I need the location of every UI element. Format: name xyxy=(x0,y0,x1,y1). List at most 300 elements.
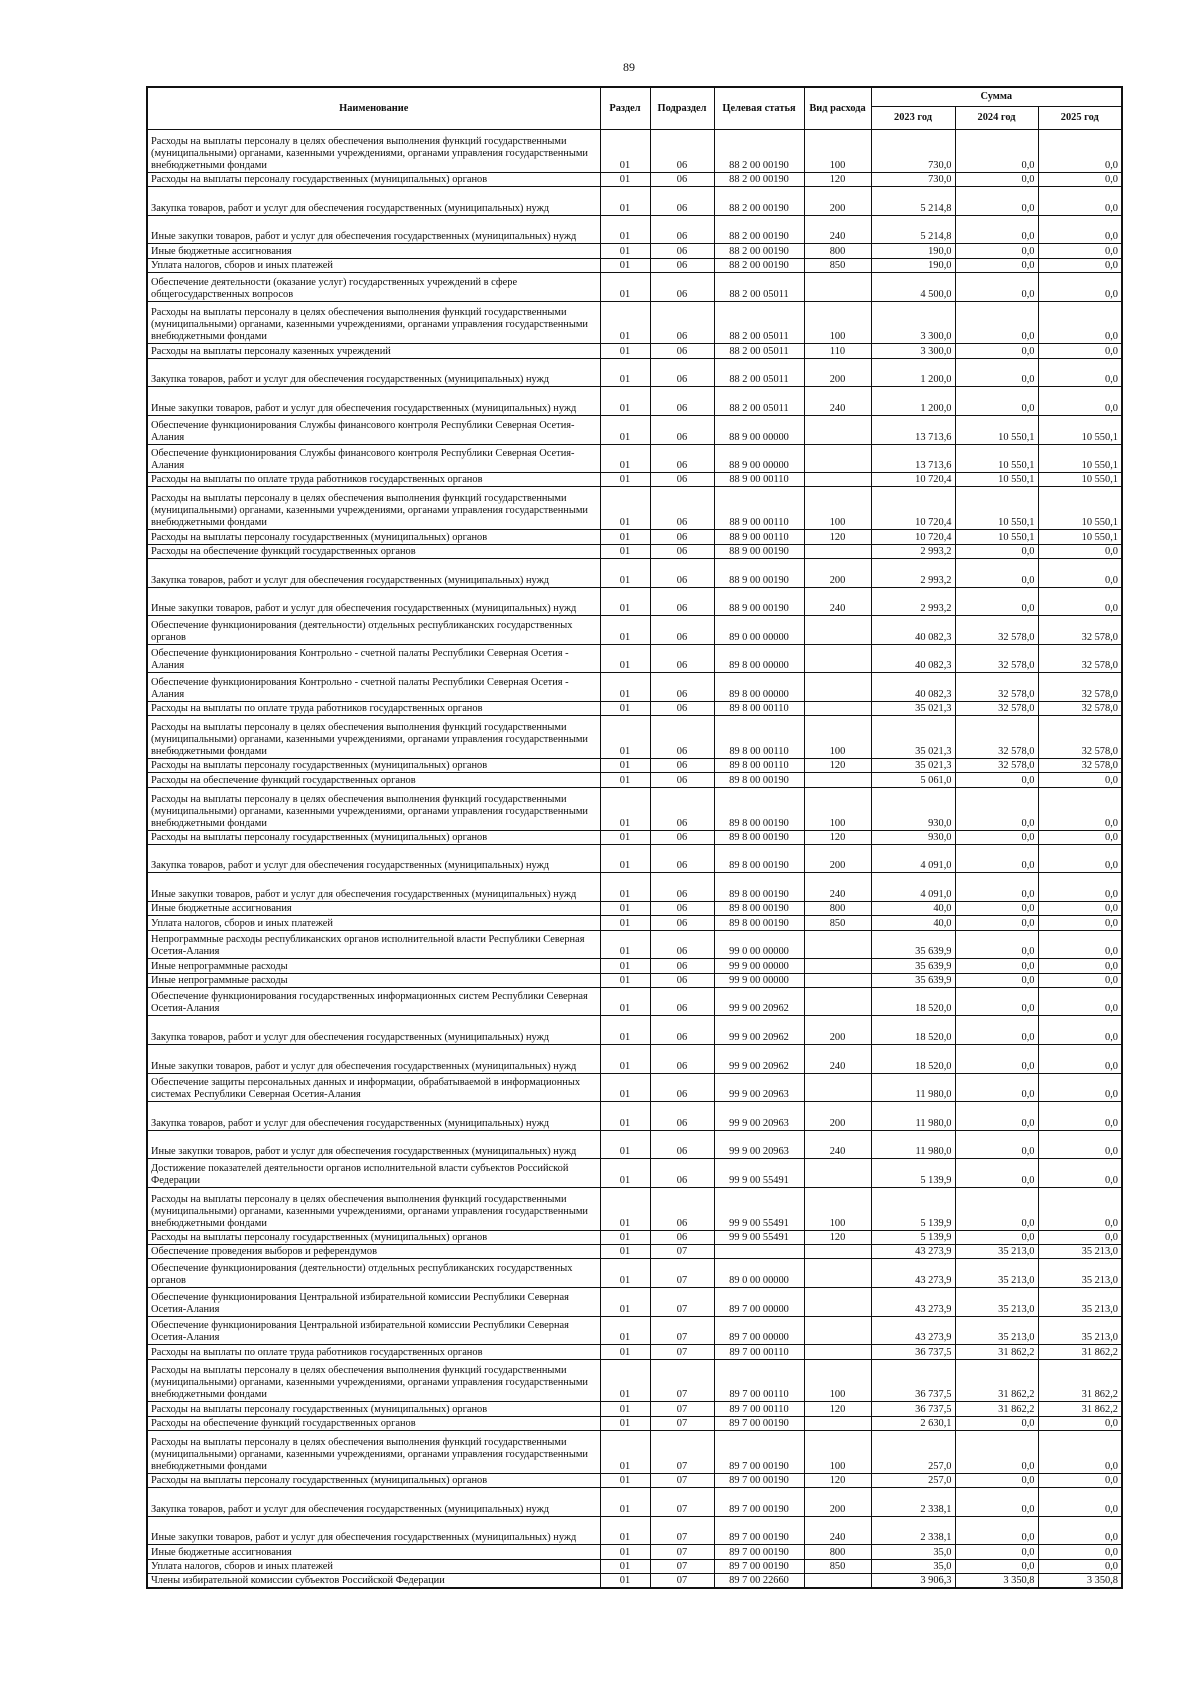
row-target xyxy=(714,1245,804,1259)
row-sum-2025: 31 862,2 xyxy=(1038,1402,1122,1416)
table-row xyxy=(147,616,1122,645)
row-name: Непрограммные расходы республиканских органов исполнительной власти Республики Северная Осетия-Алания xyxy=(147,930,600,959)
row-sum-2024: 32 578,0 xyxy=(955,716,1038,759)
row-sum-2025: 0,0 xyxy=(1038,1016,1122,1045)
row-target: 88 2 00 00190 xyxy=(714,258,804,272)
row-sum-2025: 0,0 xyxy=(1038,272,1122,301)
row-razdel: 01 xyxy=(600,558,650,587)
header-razdel: Раздел xyxy=(600,87,650,130)
row-sum-2023: 257,0 xyxy=(871,1473,955,1487)
row-sum-2023: 5 214,8 xyxy=(871,187,955,216)
row-razdel: 01 xyxy=(600,959,650,973)
row-podrazdel: 06 xyxy=(650,1159,714,1188)
row-name: Расходы на выплаты персоналу государственных (муниципальных) органов xyxy=(147,172,600,186)
row-sum-2024: 32 578,0 xyxy=(955,616,1038,645)
table-row xyxy=(147,1245,1122,1259)
table-row xyxy=(147,787,1122,830)
row-sum-2025: 0,0 xyxy=(1038,1045,1122,1074)
row-sum-2024: 0,0 xyxy=(955,787,1038,830)
row-sum-2025: 0,0 xyxy=(1038,244,1122,258)
row-sum-2023: 40 082,3 xyxy=(871,616,955,645)
row-sum-2025: 0,0 xyxy=(1038,172,1122,186)
row-sum-2023: 730,0 xyxy=(871,130,955,173)
row-target: 88 2 00 05011 xyxy=(714,387,804,416)
row-target: 89 8 00 00000 xyxy=(714,644,804,673)
row-razdel: 01 xyxy=(600,1245,650,1259)
row-razdel: 01 xyxy=(600,272,650,301)
row-sum-2023: 5 139,9 xyxy=(871,1159,955,1188)
row-sum-2024: 0,0 xyxy=(955,773,1038,787)
row-podrazdel: 06 xyxy=(650,387,714,416)
row-target: 99 9 00 55491 xyxy=(714,1187,804,1230)
row-sum-2023: 2 338,1 xyxy=(871,1516,955,1545)
row-sum-2025: 0,0 xyxy=(1038,973,1122,987)
row-sum-2024: 0,0 xyxy=(955,272,1038,301)
table-row xyxy=(147,544,1122,558)
row-vid: 100 xyxy=(804,130,871,173)
row-name: Уплата налогов, сборов и иных платежей xyxy=(147,258,600,272)
row-podrazdel: 06 xyxy=(650,258,714,272)
row-target: 88 9 00 00000 xyxy=(714,444,804,473)
row-razdel: 01 xyxy=(600,873,650,902)
table-row xyxy=(147,916,1122,930)
row-sum-2023: 43 273,9 xyxy=(871,1259,955,1288)
row-sum-2024: 0,0 xyxy=(955,544,1038,558)
row-name: Иные бюджетные ассигнования xyxy=(147,244,600,258)
row-razdel: 01 xyxy=(600,387,650,416)
row-podrazdel: 06 xyxy=(650,644,714,673)
row-sum-2023: 190,0 xyxy=(871,258,955,272)
row-vid: 200 xyxy=(804,1016,871,1045)
row-sum-2023: 5 139,9 xyxy=(871,1230,955,1244)
row-podrazdel: 07 xyxy=(650,1259,714,1288)
row-vid: 850 xyxy=(804,1559,871,1573)
row-vid: 120 xyxy=(804,530,871,544)
row-sum-2024: 0,0 xyxy=(955,1545,1038,1559)
row-target: 99 9 00 20963 xyxy=(714,1102,804,1131)
row-vid xyxy=(804,616,871,645)
row-target: 88 9 00 00190 xyxy=(714,558,804,587)
row-podrazdel: 06 xyxy=(650,1187,714,1230)
row-sum-2025: 0,0 xyxy=(1038,130,1122,173)
row-vid: 240 xyxy=(804,587,871,616)
table-row xyxy=(147,187,1122,216)
row-razdel: 01 xyxy=(600,1416,650,1430)
row-sum-2025: 0,0 xyxy=(1038,1431,1122,1474)
row-sum-2023: 18 520,0 xyxy=(871,1016,955,1045)
row-sum-2024: 0,0 xyxy=(955,830,1038,844)
row-name: Расходы на выплаты по оплате труда работников государственных органов xyxy=(147,701,600,715)
row-vid xyxy=(804,1259,871,1288)
table-row xyxy=(147,272,1122,301)
table-row xyxy=(147,558,1122,587)
row-vid xyxy=(804,1345,871,1359)
row-razdel: 01 xyxy=(600,530,650,544)
row-sum-2025: 0,0 xyxy=(1038,902,1122,916)
row-razdel: 01 xyxy=(600,1230,650,1244)
row-target: 89 8 00 00190 xyxy=(714,787,804,830)
row-vid xyxy=(804,444,871,473)
row-target: 89 7 00 00110 xyxy=(714,1402,804,1416)
table-row xyxy=(147,215,1122,244)
row-vid: 200 xyxy=(804,844,871,873)
table-row xyxy=(147,1259,1122,1288)
table-row xyxy=(147,1102,1122,1131)
row-podrazdel: 06 xyxy=(650,587,714,616)
row-sum-2024: 3 350,8 xyxy=(955,1573,1038,1587)
row-sum-2023: 35,0 xyxy=(871,1545,955,1559)
row-podrazdel: 06 xyxy=(650,215,714,244)
row-razdel: 01 xyxy=(600,716,650,759)
row-sum-2024: 0,0 xyxy=(955,344,1038,358)
row-name: Закупка товаров, работ и услуг для обеспечения государственных (муниципальных) нужд xyxy=(147,358,600,387)
row-vid: 100 xyxy=(804,1359,871,1402)
header-2025: 2025 год xyxy=(1038,107,1122,130)
header-vid: Вид расхода xyxy=(804,87,871,130)
row-sum-2024: 0,0 xyxy=(955,1045,1038,1074)
row-name: Расходы на выплаты персоналу в целях обеспечения выполнения функций государственными (муниципальными) органами, казенными учреждениями, органами управления государственными внебюджетными фондами xyxy=(147,1359,600,1402)
row-podrazdel: 06 xyxy=(650,558,714,587)
row-name: Расходы на обеспечение функций государственных органов xyxy=(147,544,600,558)
row-podrazdel: 06 xyxy=(650,444,714,473)
table-row xyxy=(147,172,1122,186)
row-vid: 110 xyxy=(804,344,871,358)
row-sum-2023: 40,0 xyxy=(871,902,955,916)
row-sum-2024: 35 213,0 xyxy=(955,1259,1038,1288)
table-row xyxy=(147,415,1122,444)
row-sum-2024: 0,0 xyxy=(955,215,1038,244)
row-sum-2025: 32 578,0 xyxy=(1038,716,1122,759)
row-razdel: 01 xyxy=(600,1102,650,1131)
row-sum-2023: 40 082,3 xyxy=(871,644,955,673)
row-target: 88 2 00 05011 xyxy=(714,344,804,358)
table-row xyxy=(147,873,1122,902)
row-target: 89 8 00 00110 xyxy=(714,716,804,759)
table-row xyxy=(147,1073,1122,1102)
row-target: 89 8 00 00190 xyxy=(714,773,804,787)
row-sum-2023: 2 338,1 xyxy=(871,1488,955,1517)
row-sum-2025: 35 213,0 xyxy=(1038,1245,1122,1259)
row-vid: 200 xyxy=(804,1488,871,1517)
row-name: Обеспечение функционирования Контрольно - счетной палаты Республики Северная Осетия - Алания xyxy=(147,673,600,702)
row-vid: 200 xyxy=(804,358,871,387)
row-sum-2024: 0,0 xyxy=(955,1187,1038,1230)
row-razdel: 01 xyxy=(600,444,650,473)
row-podrazdel: 06 xyxy=(650,130,714,173)
row-podrazdel: 06 xyxy=(650,172,714,186)
row-target: 88 2 00 05011 xyxy=(714,301,804,344)
row-sum-2025: 32 578,0 xyxy=(1038,701,1122,715)
row-razdel: 01 xyxy=(600,415,650,444)
table-row xyxy=(147,301,1122,344)
row-sum-2023: 5 214,8 xyxy=(871,215,955,244)
row-sum-2023: 1 200,0 xyxy=(871,387,955,416)
row-sum-2023: 40 082,3 xyxy=(871,673,955,702)
row-razdel: 01 xyxy=(600,787,650,830)
row-sum-2025: 0,0 xyxy=(1038,1130,1122,1159)
row-sum-2024: 0,0 xyxy=(955,1016,1038,1045)
row-sum-2025: 10 550,1 xyxy=(1038,530,1122,544)
row-name: Расходы на выплаты по оплате труда работников государственных органов xyxy=(147,473,600,487)
row-target: 88 9 00 00110 xyxy=(714,473,804,487)
row-target: 89 7 00 00110 xyxy=(714,1359,804,1402)
row-name: Расходы на обеспечение функций государственных органов xyxy=(147,1416,600,1430)
row-name: Расходы на выплаты персоналу в целях обеспечения выполнения функций государственными (муниципальными) органами, казенными учреждениями, органами управления государственными внебюджетными фондами xyxy=(147,301,600,344)
row-podrazdel: 07 xyxy=(650,1559,714,1573)
row-podrazdel: 06 xyxy=(650,272,714,301)
row-podrazdel: 06 xyxy=(650,987,714,1016)
row-target: 89 7 00 00190 xyxy=(714,1473,804,1487)
row-razdel: 01 xyxy=(600,1159,650,1188)
row-sum-2023: 3 300,0 xyxy=(871,344,955,358)
header-name: Наименование xyxy=(147,87,600,130)
row-name: Иные закупки товаров, работ и услуг для обеспечения государственных (муниципальных) нужд xyxy=(147,587,600,616)
row-vid: 100 xyxy=(804,716,871,759)
row-sum-2023: 730,0 xyxy=(871,172,955,186)
row-target: 88 2 00 05011 xyxy=(714,358,804,387)
row-name: Расходы на выплаты по оплате труда работников государственных органов xyxy=(147,1345,600,1359)
row-name: Иные бюджетные ассигнования xyxy=(147,1545,600,1559)
row-sum-2025: 0,0 xyxy=(1038,873,1122,902)
row-sum-2025: 0,0 xyxy=(1038,301,1122,344)
row-podrazdel: 06 xyxy=(650,716,714,759)
row-sum-2025: 0,0 xyxy=(1038,844,1122,873)
row-podrazdel: 06 xyxy=(650,344,714,358)
row-sum-2024: 10 550,1 xyxy=(955,415,1038,444)
row-razdel: 01 xyxy=(600,1559,650,1573)
row-vid: 120 xyxy=(804,1230,871,1244)
row-sum-2024: 35 213,0 xyxy=(955,1245,1038,1259)
row-vid xyxy=(804,272,871,301)
row-target: 89 0 00 00000 xyxy=(714,1259,804,1288)
row-sum-2025: 0,0 xyxy=(1038,215,1122,244)
row-vid xyxy=(804,1316,871,1345)
row-name: Обеспечение функционирования Центральной избирательной комиссии Республики Северная Осетия-Алания xyxy=(147,1288,600,1317)
row-sum-2024: 0,0 xyxy=(955,1559,1038,1573)
row-vid: 240 xyxy=(804,873,871,902)
row-sum-2024: 35 213,0 xyxy=(955,1288,1038,1317)
row-target: 99 9 00 20963 xyxy=(714,1073,804,1102)
row-name: Иные бюджетные ассигнования xyxy=(147,902,600,916)
row-target: 89 7 00 00110 xyxy=(714,1345,804,1359)
row-sum-2025: 0,0 xyxy=(1038,358,1122,387)
row-vid xyxy=(804,473,871,487)
row-sum-2024: 32 578,0 xyxy=(955,673,1038,702)
row-sum-2023: 35 639,9 xyxy=(871,959,955,973)
table-row xyxy=(147,716,1122,759)
row-vid: 240 xyxy=(804,1516,871,1545)
row-name: Расходы на выплаты персоналу в целях обеспечения выполнения функций государственными (муниципальными) органами, казенными учреждениями, органами управления государственными внебюджетными фондами xyxy=(147,487,600,530)
table-row xyxy=(147,1402,1122,1416)
row-target: 89 7 00 00190 xyxy=(714,1416,804,1430)
row-sum-2025: 0,0 xyxy=(1038,544,1122,558)
row-vid xyxy=(804,1288,871,1317)
row-razdel: 01 xyxy=(600,759,650,773)
row-podrazdel: 06 xyxy=(650,873,714,902)
row-vid: 100 xyxy=(804,487,871,530)
row-razdel: 01 xyxy=(600,930,650,959)
row-razdel: 01 xyxy=(600,1516,650,1545)
table-row xyxy=(147,130,1122,173)
row-sum-2025: 0,0 xyxy=(1038,773,1122,787)
row-sum-2023: 190,0 xyxy=(871,244,955,258)
row-podrazdel: 06 xyxy=(650,759,714,773)
table-row xyxy=(147,1016,1122,1045)
row-sum-2025: 32 578,0 xyxy=(1038,759,1122,773)
row-razdel: 01 xyxy=(600,487,650,530)
table-row xyxy=(147,358,1122,387)
row-target: 99 9 00 55491 xyxy=(714,1159,804,1188)
row-razdel: 01 xyxy=(600,830,650,844)
row-podrazdel: 07 xyxy=(650,1416,714,1430)
row-vid: 240 xyxy=(804,1045,871,1074)
row-vid xyxy=(804,544,871,558)
row-podrazdel: 06 xyxy=(650,1073,714,1102)
table-row xyxy=(147,1473,1122,1487)
table-row xyxy=(147,987,1122,1016)
table-row xyxy=(147,1230,1122,1244)
row-name: Иные закупки товаров, работ и услуг для обеспечения государственных (муниципальных) нужд xyxy=(147,387,600,416)
row-sum-2023: 3 906,3 xyxy=(871,1573,955,1587)
row-sum-2024: 31 862,2 xyxy=(955,1345,1038,1359)
row-target: 88 9 00 00190 xyxy=(714,587,804,616)
row-podrazdel: 06 xyxy=(650,701,714,715)
row-name: Обеспечение функционирования Контрольно - счетной палаты Республики Северная Осетия - Алания xyxy=(147,644,600,673)
table-row xyxy=(147,530,1122,544)
row-sum-2023: 4 091,0 xyxy=(871,844,955,873)
row-sum-2025: 0,0 xyxy=(1038,1516,1122,1545)
row-sum-2023: 36 737,5 xyxy=(871,1359,955,1402)
row-sum-2025: 0,0 xyxy=(1038,387,1122,416)
row-name: Иные закупки товаров, работ и услуг для обеспечения государственных (муниципальных) нужд xyxy=(147,1045,600,1074)
row-sum-2025: 31 862,2 xyxy=(1038,1359,1122,1402)
row-target: 99 0 00 00000 xyxy=(714,930,804,959)
row-vid: 120 xyxy=(804,830,871,844)
row-sum-2025: 31 862,2 xyxy=(1038,1345,1122,1359)
row-podrazdel: 06 xyxy=(650,1102,714,1131)
table-row xyxy=(147,1316,1122,1345)
row-vid xyxy=(804,415,871,444)
row-target: 88 2 00 05011 xyxy=(714,272,804,301)
row-sum-2025: 0,0 xyxy=(1038,987,1122,1016)
table-row xyxy=(147,587,1122,616)
row-sum-2024: 0,0 xyxy=(955,959,1038,973)
row-sum-2023: 2 993,2 xyxy=(871,558,955,587)
row-name: Обеспечение функционирования государственных информационных систем Республики Северная Осетия-Алания xyxy=(147,987,600,1016)
row-podrazdel: 07 xyxy=(650,1488,714,1517)
table-row xyxy=(147,444,1122,473)
row-target: 99 9 00 55491 xyxy=(714,1230,804,1244)
row-podrazdel: 06 xyxy=(650,187,714,216)
row-sum-2023: 4 091,0 xyxy=(871,873,955,902)
row-sum-2024: 0,0 xyxy=(955,301,1038,344)
header-2024: 2024 год xyxy=(955,107,1038,130)
row-name: Расходы на выплаты персоналу в целях обеспечения выполнения функций государственными (муниципальными) органами, казенными учреждениями, органами управления государственными внебюджетными фондами xyxy=(147,130,600,173)
row-name: Уплата налогов, сборов и иных платежей xyxy=(147,916,600,930)
row-sum-2024: 0,0 xyxy=(955,1102,1038,1131)
row-sum-2023: 11 980,0 xyxy=(871,1130,955,1159)
table-row xyxy=(147,1159,1122,1188)
table-row xyxy=(147,1187,1122,1230)
row-vid xyxy=(804,701,871,715)
budget-table xyxy=(146,86,1123,1589)
row-name: Расходы на выплаты персоналу в целях обеспечения выполнения функций государственными (муниципальными) органами, казенными учреждениями, органами управления государственными внебюджетными фондами xyxy=(147,1431,600,1474)
row-podrazdel: 06 xyxy=(650,973,714,987)
row-sum-2024: 10 550,1 xyxy=(955,473,1038,487)
row-vid: 100 xyxy=(804,301,871,344)
row-podrazdel: 07 xyxy=(650,1516,714,1545)
row-razdel: 01 xyxy=(600,544,650,558)
row-sum-2024: 0,0 xyxy=(955,1516,1038,1545)
row-vid xyxy=(804,987,871,1016)
row-razdel: 01 xyxy=(600,987,650,1016)
row-podrazdel: 06 xyxy=(650,902,714,916)
row-sum-2025: 0,0 xyxy=(1038,1187,1122,1230)
row-razdel: 01 xyxy=(600,344,650,358)
row-sum-2025: 0,0 xyxy=(1038,1230,1122,1244)
row-sum-2023: 43 273,9 xyxy=(871,1245,955,1259)
row-target: 89 8 00 00190 xyxy=(714,873,804,902)
row-target: 88 9 00 00110 xyxy=(714,530,804,544)
row-razdel: 01 xyxy=(600,1288,650,1317)
row-name: Обеспечение функционирования Службы финансового контроля Республики Северная Осетия-Алания xyxy=(147,415,600,444)
row-sum-2023: 43 273,9 xyxy=(871,1288,955,1317)
row-target: 99 9 00 00000 xyxy=(714,959,804,973)
row-razdel: 01 xyxy=(600,172,650,186)
row-razdel: 01 xyxy=(600,1488,650,1517)
row-razdel: 01 xyxy=(600,358,650,387)
row-razdel: 01 xyxy=(600,1545,650,1559)
row-podrazdel: 07 xyxy=(650,1402,714,1416)
table-row xyxy=(147,487,1122,530)
row-razdel: 01 xyxy=(600,187,650,216)
row-vid xyxy=(804,959,871,973)
row-sum-2025: 35 213,0 xyxy=(1038,1316,1122,1345)
row-sum-2023: 930,0 xyxy=(871,787,955,830)
row-sum-2024: 0,0 xyxy=(955,1073,1038,1102)
table-row xyxy=(147,1573,1122,1587)
row-vid: 850 xyxy=(804,916,871,930)
row-name: Обеспечение деятельности (оказание услуг) государственных учреждений в сфере общегосударственных вопросов xyxy=(147,272,600,301)
row-name: Расходы на выплаты персоналу в целях обеспечения выполнения функций государственными (муниципальными) органами, казенными учреждениями, органами управления государственными внебюджетными фондами xyxy=(147,716,600,759)
row-sum-2025: 10 550,1 xyxy=(1038,444,1122,473)
row-name: Закупка товаров, работ и услуг для обеспечения государственных (муниципальных) нужд xyxy=(147,558,600,587)
row-sum-2023: 35 639,9 xyxy=(871,930,955,959)
table-row xyxy=(147,844,1122,873)
table-row xyxy=(147,673,1122,702)
row-sum-2024: 0,0 xyxy=(955,916,1038,930)
row-sum-2023: 36 737,5 xyxy=(871,1402,955,1416)
row-vid xyxy=(804,773,871,787)
row-sum-2023: 18 520,0 xyxy=(871,1045,955,1074)
row-razdel: 01 xyxy=(600,1045,650,1074)
row-target: 88 2 00 00190 xyxy=(714,187,804,216)
row-name: Обеспечение функционирования Центральной избирательной комиссии Республики Северная Осетия-Алания xyxy=(147,1316,600,1345)
row-sum-2024: 0,0 xyxy=(955,873,1038,902)
row-vid: 240 xyxy=(804,387,871,416)
row-razdel: 01 xyxy=(600,616,650,645)
row-razdel: 01 xyxy=(600,1016,650,1045)
row-sum-2025: 0,0 xyxy=(1038,1159,1122,1188)
row-sum-2024: 0,0 xyxy=(955,244,1038,258)
row-podrazdel: 06 xyxy=(650,487,714,530)
row-podrazdel: 06 xyxy=(650,844,714,873)
table-row xyxy=(147,973,1122,987)
row-target: 89 8 00 00110 xyxy=(714,701,804,715)
row-target: 89 8 00 00000 xyxy=(714,673,804,702)
row-sum-2024: 32 578,0 xyxy=(955,759,1038,773)
row-sum-2024: 0,0 xyxy=(955,1473,1038,1487)
